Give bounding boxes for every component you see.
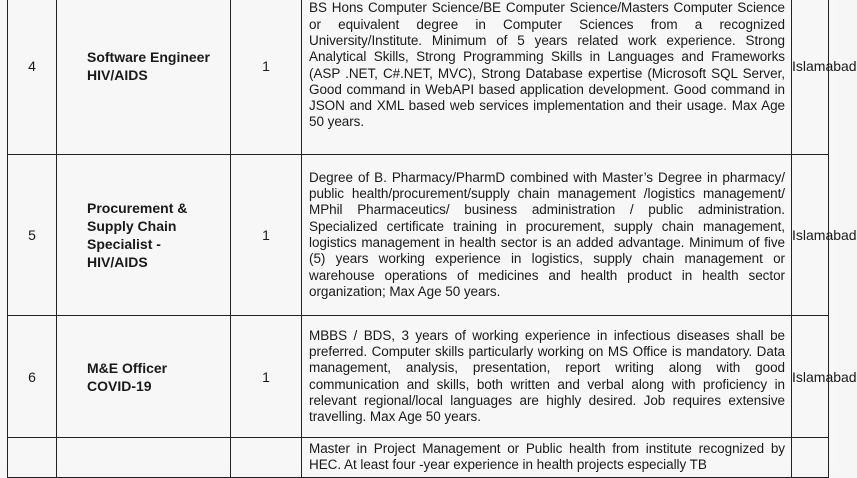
number-of-posts — [231, 438, 302, 478]
position-title — [57, 438, 231, 478]
number-of-posts: 1 — [231, 316, 302, 438]
duty-station: Islamabad — [792, 316, 829, 438]
duty-station — [792, 438, 829, 478]
qualification-description: Degree of B. Pharmacy/PharmD combined with Master’s Degree in pharmacy/ public health/procurement/supply chain management /logistics management/ MPhil Pharmaceutics/ business administration / public administration. Specialized certificate training in procurement, supply chain management, logistics management in health sector is an added advantage. Minimum of five (5) years working experience in logistics, supply chain management or warehouse operations of medicines and health product in health sector organization; Max Age 50 years. — [302, 155, 792, 316]
position-title — [57, 0, 231, 155]
position-title-line: M&E Officer — [87, 359, 168, 376]
serial-number: 4 — [8, 0, 57, 155]
table-row — [8, 0, 829, 155]
serial-number: 6 — [8, 316, 57, 438]
position-title-line: Specialist - — [87, 236, 161, 252]
duty-station: Islamabad — [792, 0, 829, 155]
position-title-line: HIV/AIDS — [87, 66, 148, 83]
serial-number: 5 — [8, 155, 57, 316]
qualification-description: Master in Project Management or Public health from institute recognized by HEC. At least four -year experience in health projects especially TB — [302, 438, 792, 478]
position-title-line: Supply Chain — [87, 218, 177, 234]
position-title-line: COVID-19 — [87, 377, 152, 394]
position-title-line: Software Engineer — [87, 48, 210, 65]
position-title-line: HIV/AIDS — [87, 254, 148, 270]
duty-station: Islamabad — [792, 155, 829, 316]
position-title-line: Procurement & — [87, 200, 188, 216]
job-positions-table — [7, 0, 857, 478]
qualification-description: MBBS / BDS, 3 years of working experience in infectious diseases shall be preferred. Computer skills particularly working on MS Office is mandatory. Data management, analysis, presentation, report writing along with good communication and skills, both written and verbal along with proficiency in relevant regional/local languages are highly desired. Job requires extensive travelling. Max Age 50 years. — [302, 316, 792, 438]
number-of-posts: 1 — [231, 0, 302, 155]
position-title — [57, 316, 231, 438]
qualification-description: BS Hons Computer Science/BE Computer Science/Masters Computer Science or equivalent degree in Computer Sciences from a recognized University/Institute. Minimum of 5 years related work experience. Strong Analytical Skills, Strong Programming Skills in Languages and Frameworks (ASP .NET, C#.NET, MVC), Strong Database expertise (Microsoft SQL Server, Good command in WebAPI based application development. Good command in JSON and XML based web services implementation and their usage. Max Age 50 years. — [302, 0, 792, 155]
table-row — [8, 155, 829, 316]
serial-number — [8, 438, 57, 478]
position-title — [57, 155, 231, 316]
number-of-posts: 1 — [231, 155, 302, 316]
table-row — [8, 316, 829, 438]
table-row — [8, 438, 829, 478]
